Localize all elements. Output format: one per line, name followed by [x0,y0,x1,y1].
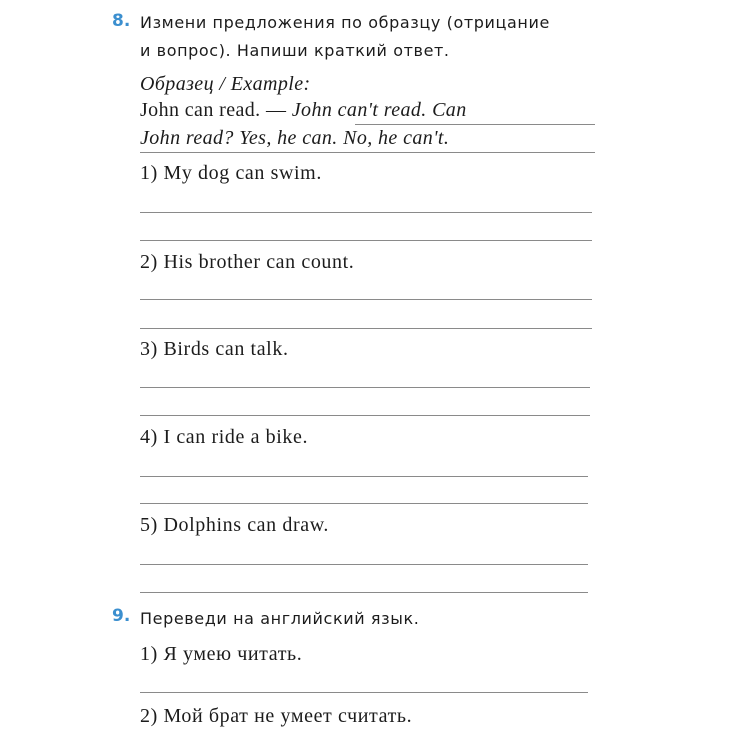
answer-line[interactable] [140,564,588,565]
task-8-item-4: 4) I can ride a bike. [140,426,309,448]
example-prompt: John can read. — [140,99,287,121]
answer-line[interactable] [140,592,588,593]
task-8-item-3: 3) Birds can talk. [140,338,289,360]
task-8-number: 8. [112,11,131,31]
answer-line[interactable] [140,476,588,477]
example-label: Образец / Example: [140,73,311,95]
example-answer-part-1: John can't read. Can [291,99,467,121]
example-answer-part-2: John read? Yes, he can. No, he can't. [140,127,450,149]
answer-line[interactable] [140,387,590,388]
answer-line[interactable] [140,212,592,213]
task-8-instruction-line-2: и вопрос). Напиши краткий ответ. [140,41,450,60]
answer-line[interactable] [140,328,592,329]
task-9-item-1: 1) Я умею читать. [140,643,303,665]
example-underline-2 [140,152,595,153]
task-9-instruction: Переведи на английский язык. [140,609,420,628]
answer-line[interactable] [140,415,590,416]
example-line-1 [140,99,467,122]
task-8-item-5: 5) Dolphins can draw. [140,514,330,536]
example-underline-1 [355,124,595,125]
answer-line[interactable] [140,503,588,504]
task-9-number: 9. [112,606,131,626]
task-8-item-2: 2) His brother can count. [140,251,355,273]
answer-line[interactable] [140,299,592,300]
task-8-instruction-line-1: Измени предложения по образцу (отрицание [140,13,550,32]
task-9-item-2: 2) Мой брат не умеет считать. [140,705,413,727]
task-8-item-1: 1) My dog can swim. [140,162,322,184]
answer-line[interactable] [140,240,592,241]
answer-line[interactable] [140,692,588,693]
